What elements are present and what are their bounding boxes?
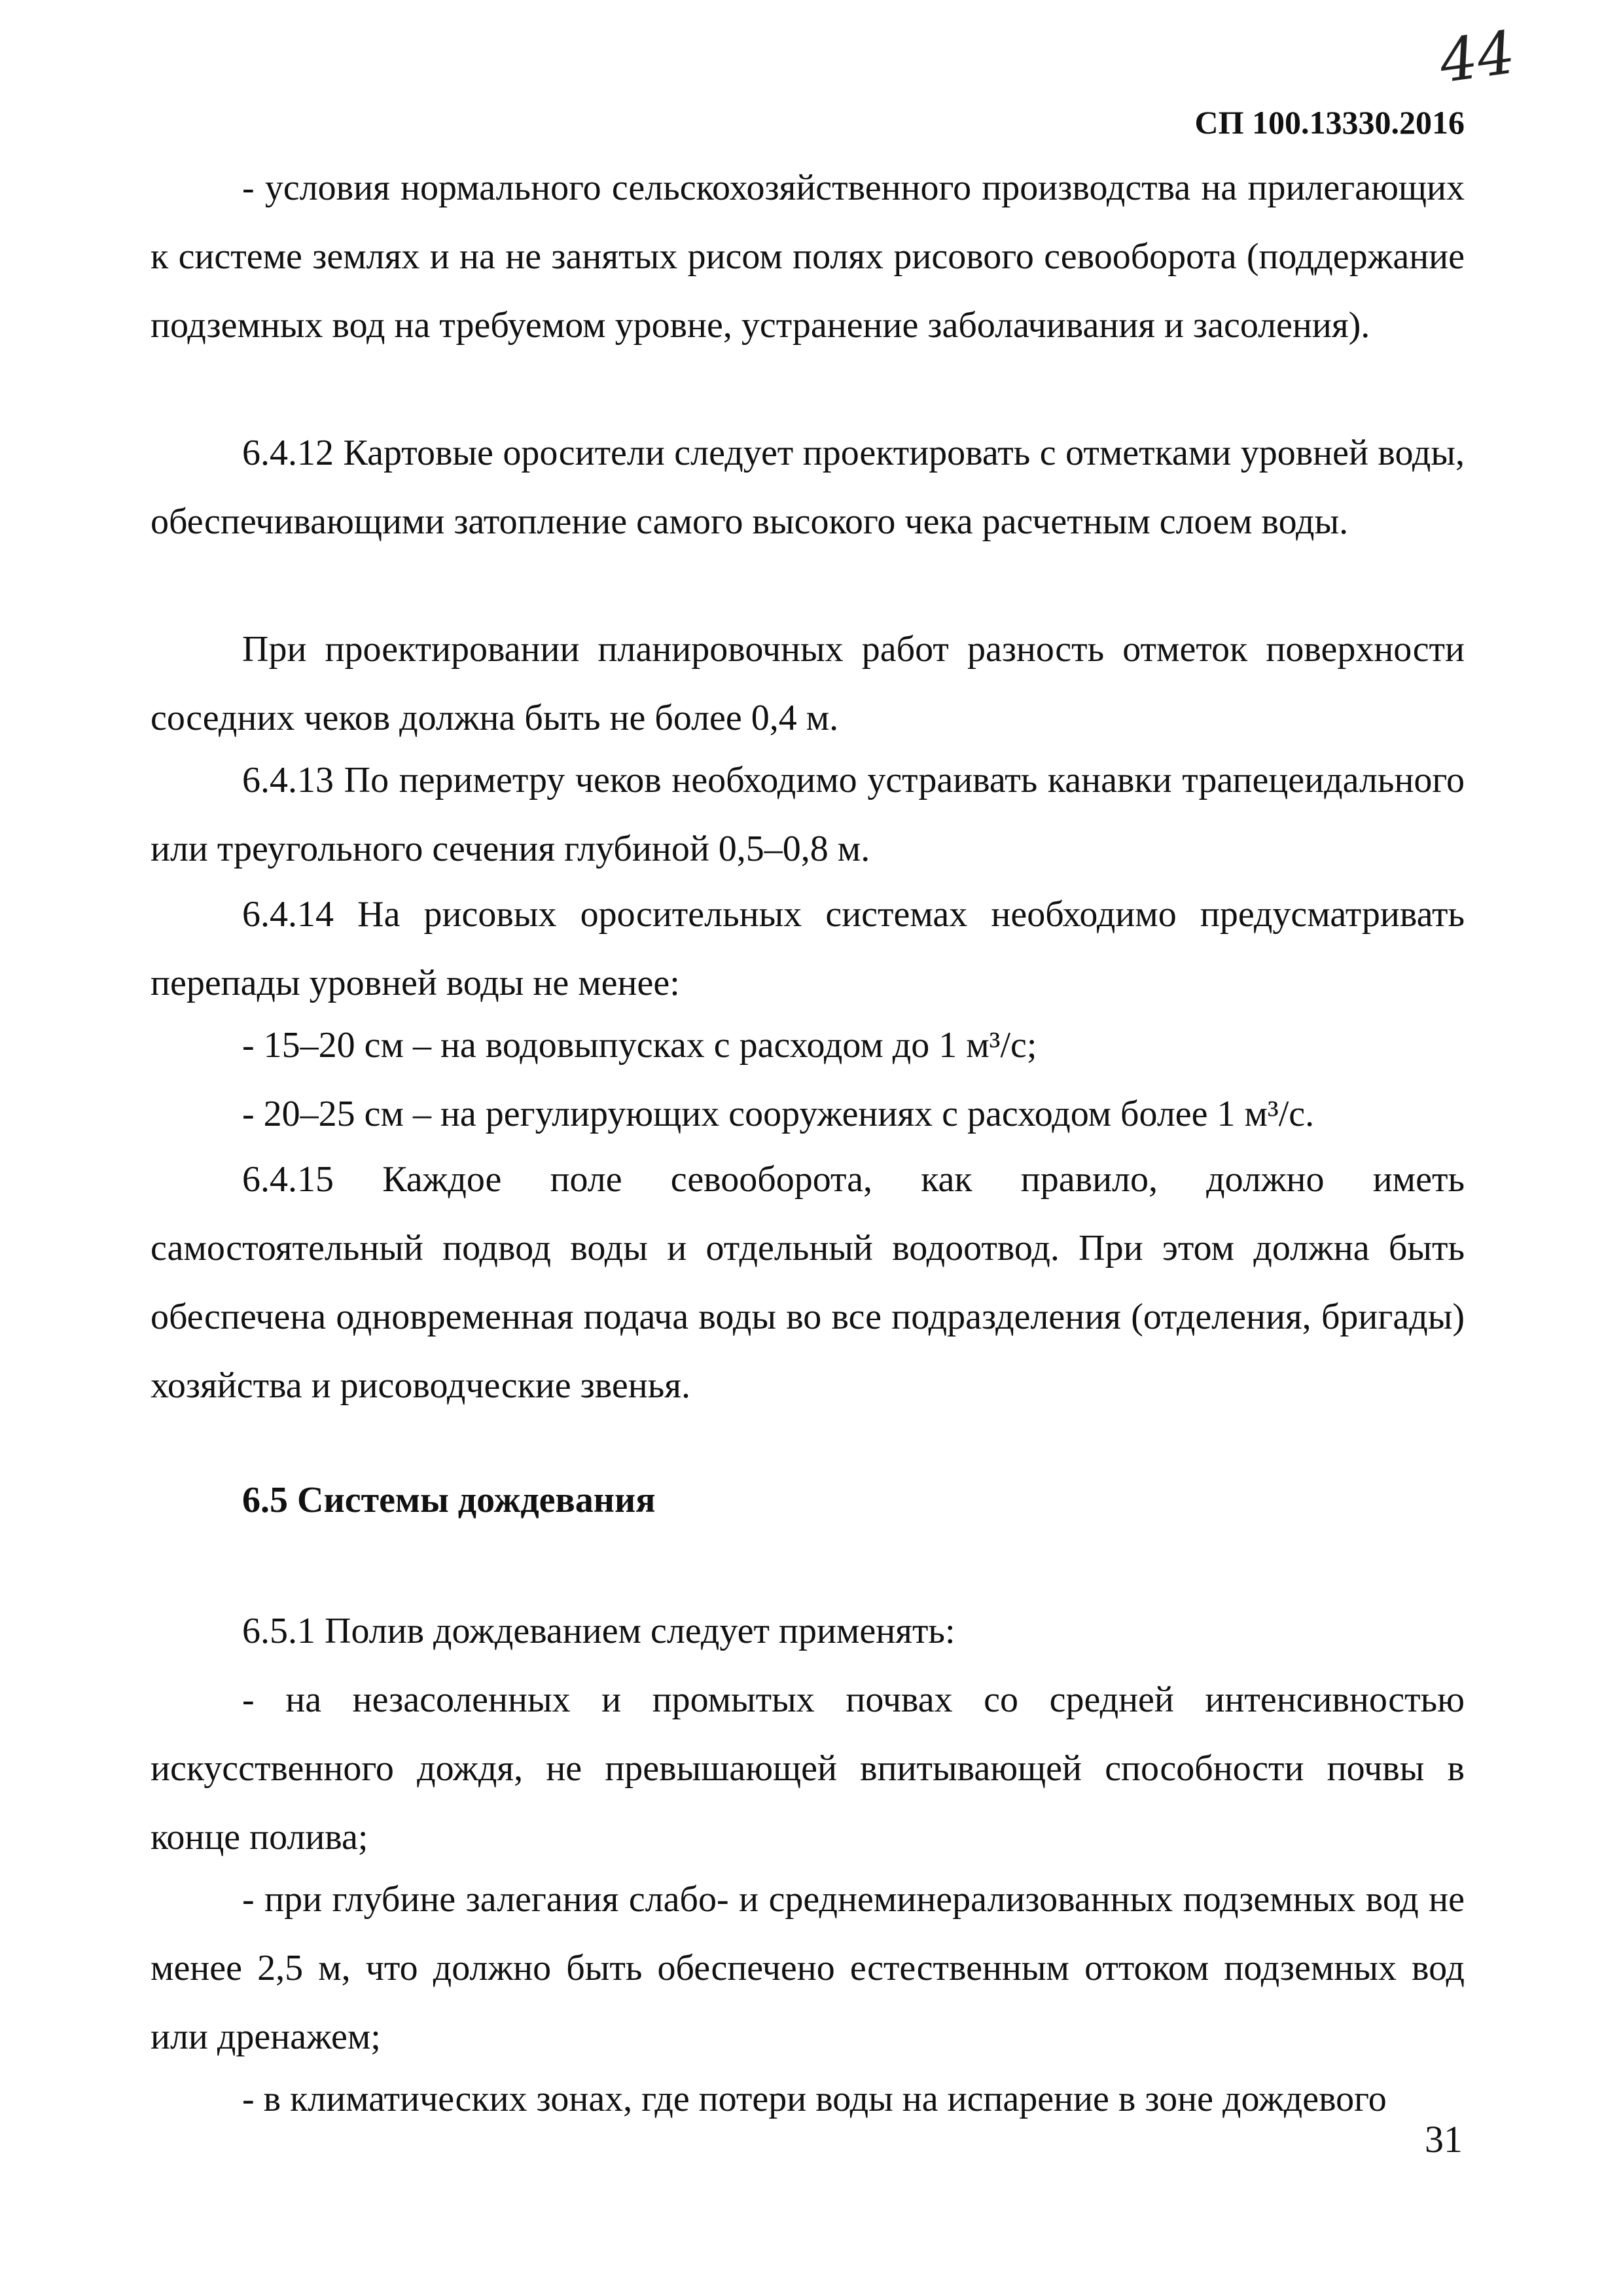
paragraph-planning: При проектировании планировочных работ разность отметок поверхности соседних чеков должна быть не более 0,4 м. [151, 629, 1465, 738]
list-item-climate: - в климатических зонах, где потери воды на испарение в зоне дождевого [242, 2079, 1387, 2119]
paragraph-6-4-12: 6.4.12 Картовые оросители следует проектировать с отметками уровней воды, обеспечивающими затопление самого высокого чека расчетным слоем воды. [151, 433, 1465, 542]
list-item-groundwater: - при глубине залегания слабо- и среднеминерализованных подземных вод не менее 2,5 м, что должно быть обеспечено естественным оттоком подземных вод или дренажем; [151, 1879, 1465, 2057]
section-heading: 6.5 Системы дождевания [242, 1480, 656, 1520]
list-item-non-saline: - на незасоленных и промытых почвах со средней интенсивностью искусственного дождя, не превышающей впитывающей способности почвы в конце полива; [151, 1679, 1465, 1857]
paragraph-6-4-13: 6.4.13 По периметру чеков необходимо устраивать канавки трапецеидального или треугольного сечения глубиной 0,5–0,8 м. [151, 760, 1465, 869]
handwritten-page-number: 44 [1435, 18, 1520, 97]
list-item-15-20: - 15–20 см – на водовыпусках с расходом до 1 м³/с; [242, 1025, 1037, 1066]
paragraph-6-5-1: 6.5.1 Полив дождеванием следует применять: [242, 1611, 955, 1651]
paragraph-6-4-15: 6.4.15 Каждое поле севооборота, как правило, должно иметь самостоятельный подвод воды и отдельный водоотвод. При этом должна быть обеспечена одновременная подача воды во все подразделения (отделения, бригады) хозяйства и рисоводческие звенья. [151, 1159, 1465, 1406]
paragraph-conditions: - условия нормального сельскохозяйственного производства на прилегающих к системе землях и на не занятых рисом полях рисового севооборота (поддержание подземных вод на требуемом уровне, устранение заболачивания и засоления). [151, 168, 1465, 346]
document-code: СП 100.13330.2016 [1194, 104, 1465, 141]
list-item-20-25: - 20–25 см – на регулирующих сооружениях с расходом более 1 м³/с. [242, 1094, 1315, 1134]
page-number: 31 [1425, 2118, 1463, 2161]
paragraph-6-4-14: 6.4.14 На рисовых оросительных системах необходимо предусматривать перепады уровней воды не менее: [151, 894, 1465, 1003]
